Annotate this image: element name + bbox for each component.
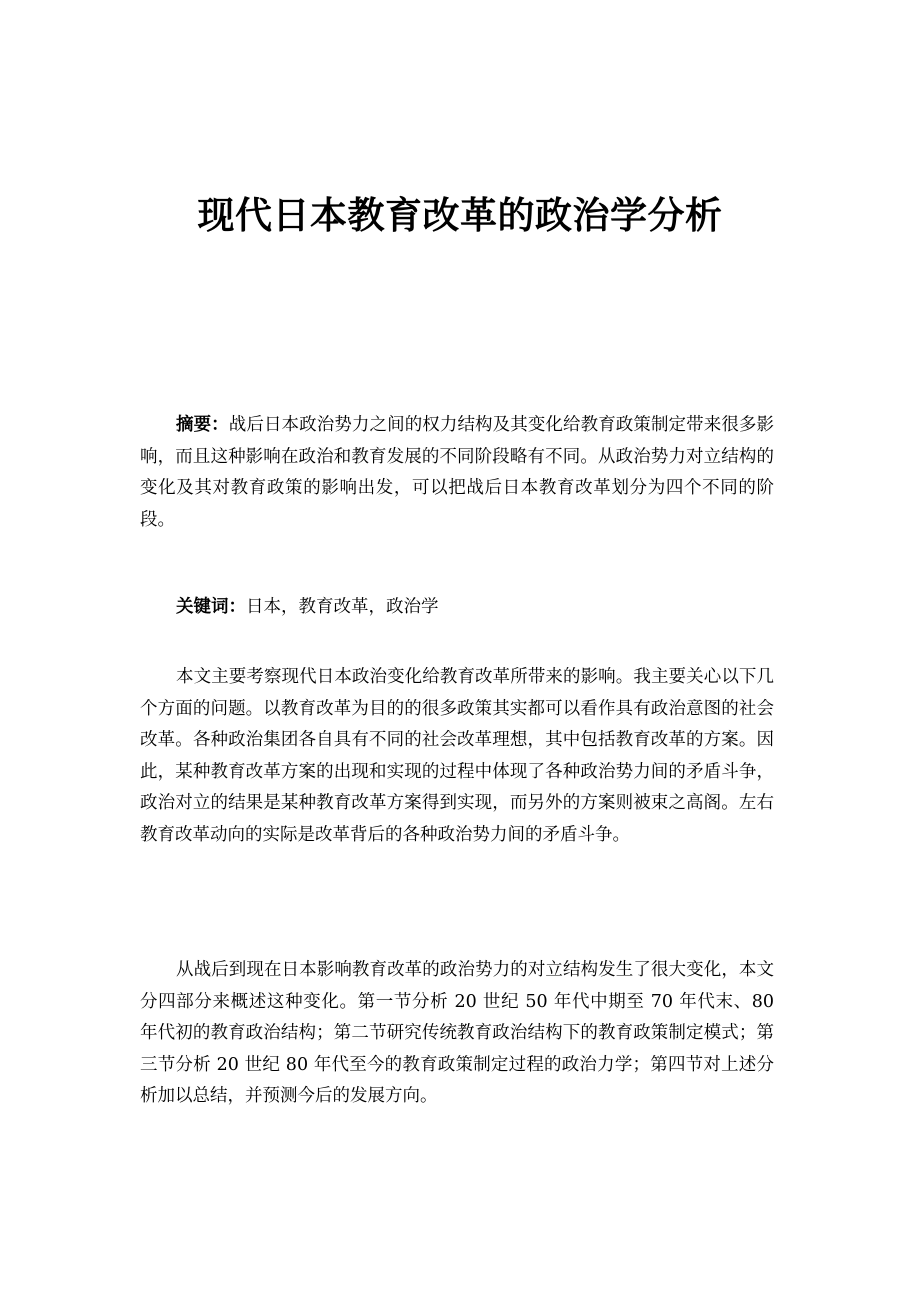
body-paragraph-intro: 本文主要考察现代日本政治变化给教育改革所带来的影响。我主要关心以下几个方面的问题。以教育改革为目的的很多政策其实都可以看作具有政治意图的社会改革。各种政治集团各自具有不同的社会改革理想，其中包括教育改革的方案。因此，某种教育改革方案的出现和实现的过程中体现了各种政治势力间的矛盾斗争，政治对立的结果是某种教育改革方案得到实现，而另外的方案则被束之高阁。左右教育改革动向的实际是改革背后的各种政治势力间的矛盾斗争。 [140, 667, 774, 845]
body-paragraph-overview: 从战后到现在日本影响教育改革的政治势力的对立结构发生了很大变化，本文分四部分来概述这种变化。第一节分析 20 世纪 50 年代中期至 70 年代末、80 年代初的教育政治结构；第二节研究传统教育政治结构下的教育政策制定模式；第三节分析 20 世纪 80 年代至今的教育政策制定过程的政治力学；第四节对上述分析加以总结，并预测今后的发展方向。 [140, 960, 774, 1107]
abstract-paragraph [140, 410, 774, 536]
abstract-text: 战后日本政治势力之间的权力结构及其变化给教育政策制定带来很多影响，而且这种影响在政治和教育发展的不同阶段略有不同。从政治势力对立结构的变化及其对教育政策的影响出发，可以把战后日本教育改革划分为四个不同的阶段。 [140, 415, 775, 530]
keywords-paragraph [140, 592, 774, 624]
keywords-label: 关键词： [176, 597, 246, 617]
page-title: 现代日本教育改革的政治学分析 [197, 194, 723, 237]
abstract-label: 摘要： [176, 415, 229, 435]
keywords-text: 日本，教育改革，政治学 [246, 597, 439, 617]
